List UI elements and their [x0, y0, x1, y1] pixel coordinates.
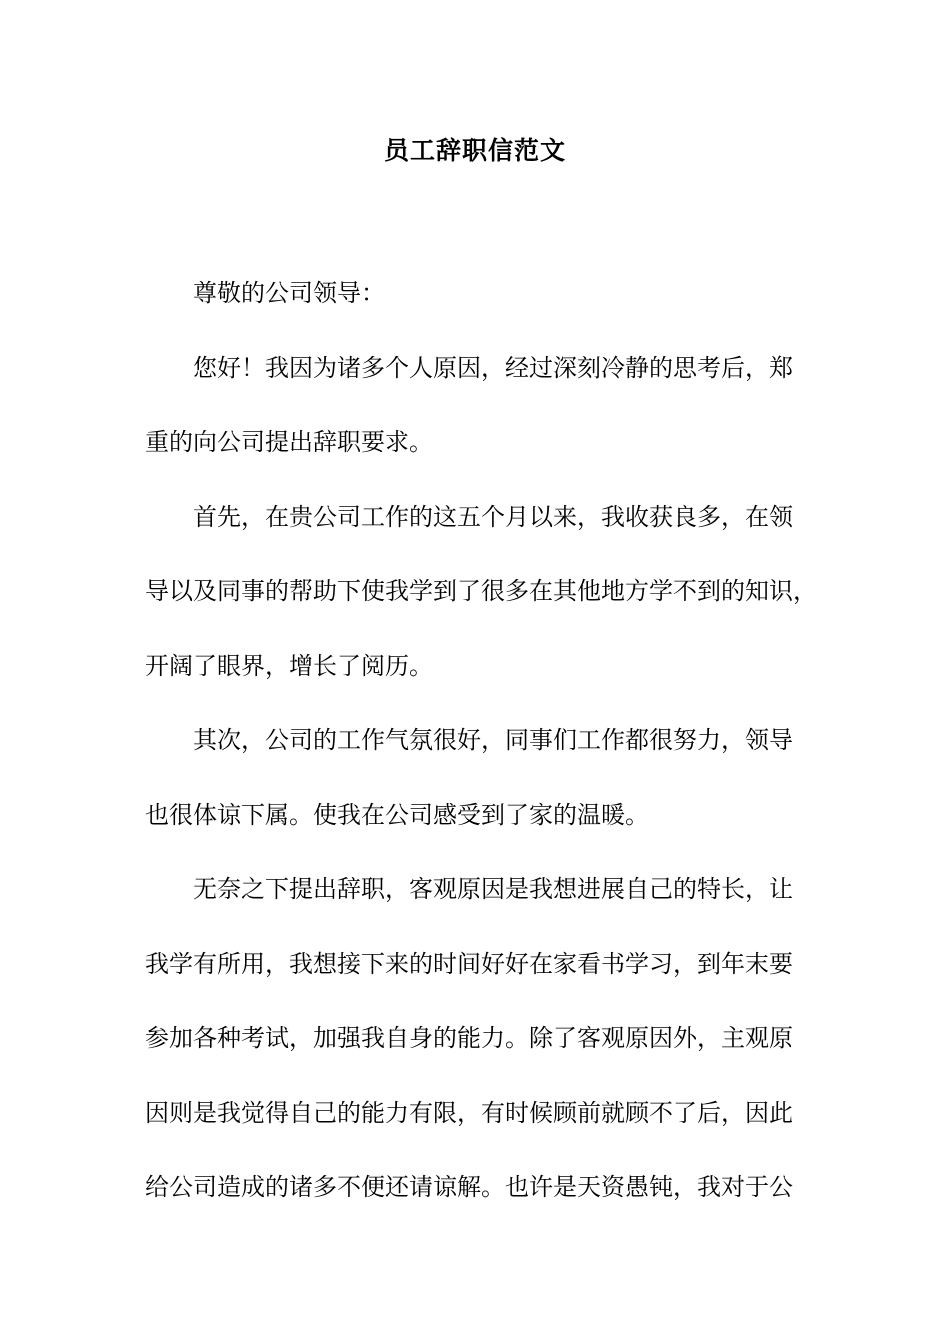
- body-line: 无奈之下提出辞职，客观原因是我想进展自己的特长，让: [193, 875, 793, 903]
- body-line: 其次，公司的工作气氛很好，同事们工作都很努力，领导: [193, 726, 793, 754]
- body-line: 给公司造成的诸多不便还请谅解。也许是天资愚钝，我对于公: [145, 1173, 793, 1201]
- body-line: 重的向公司提出辞职要求。: [145, 428, 433, 456]
- body-line: 开阔了眼界，增长了阅历。: [145, 651, 433, 680]
- body-line: 您好！我因为诸多个人原因，经过深刻冷静的思考后，郑: [193, 353, 793, 382]
- body-line: 也很体谅下属。使我在公司感受到了家的温暖。: [145, 800, 649, 829]
- body-line: 因则是我觉得自己的能力有限，有时候顾前就顾不了后，因此: [145, 1098, 793, 1127]
- body-line: 参加各种考试，加强我自身的能力。除了客观原因外，主观原: [145, 1024, 793, 1052]
- body-line: 导以及同事的帮助下使我学到了很多在其他地方学不到的知识，: [145, 577, 817, 605]
- body-line: 我学有所用，我想接下来的时间好好在家看书学习，到年末要: [145, 949, 793, 978]
- body-line: 首先，在贵公司工作的这五个月以来，我收获良多，在领: [193, 502, 793, 531]
- document-title: 员工辞职信范文: [383, 136, 566, 165]
- letter-body: [145, 256, 845, 1225]
- body-line: 尊敬的公司领导：: [193, 279, 385, 307]
